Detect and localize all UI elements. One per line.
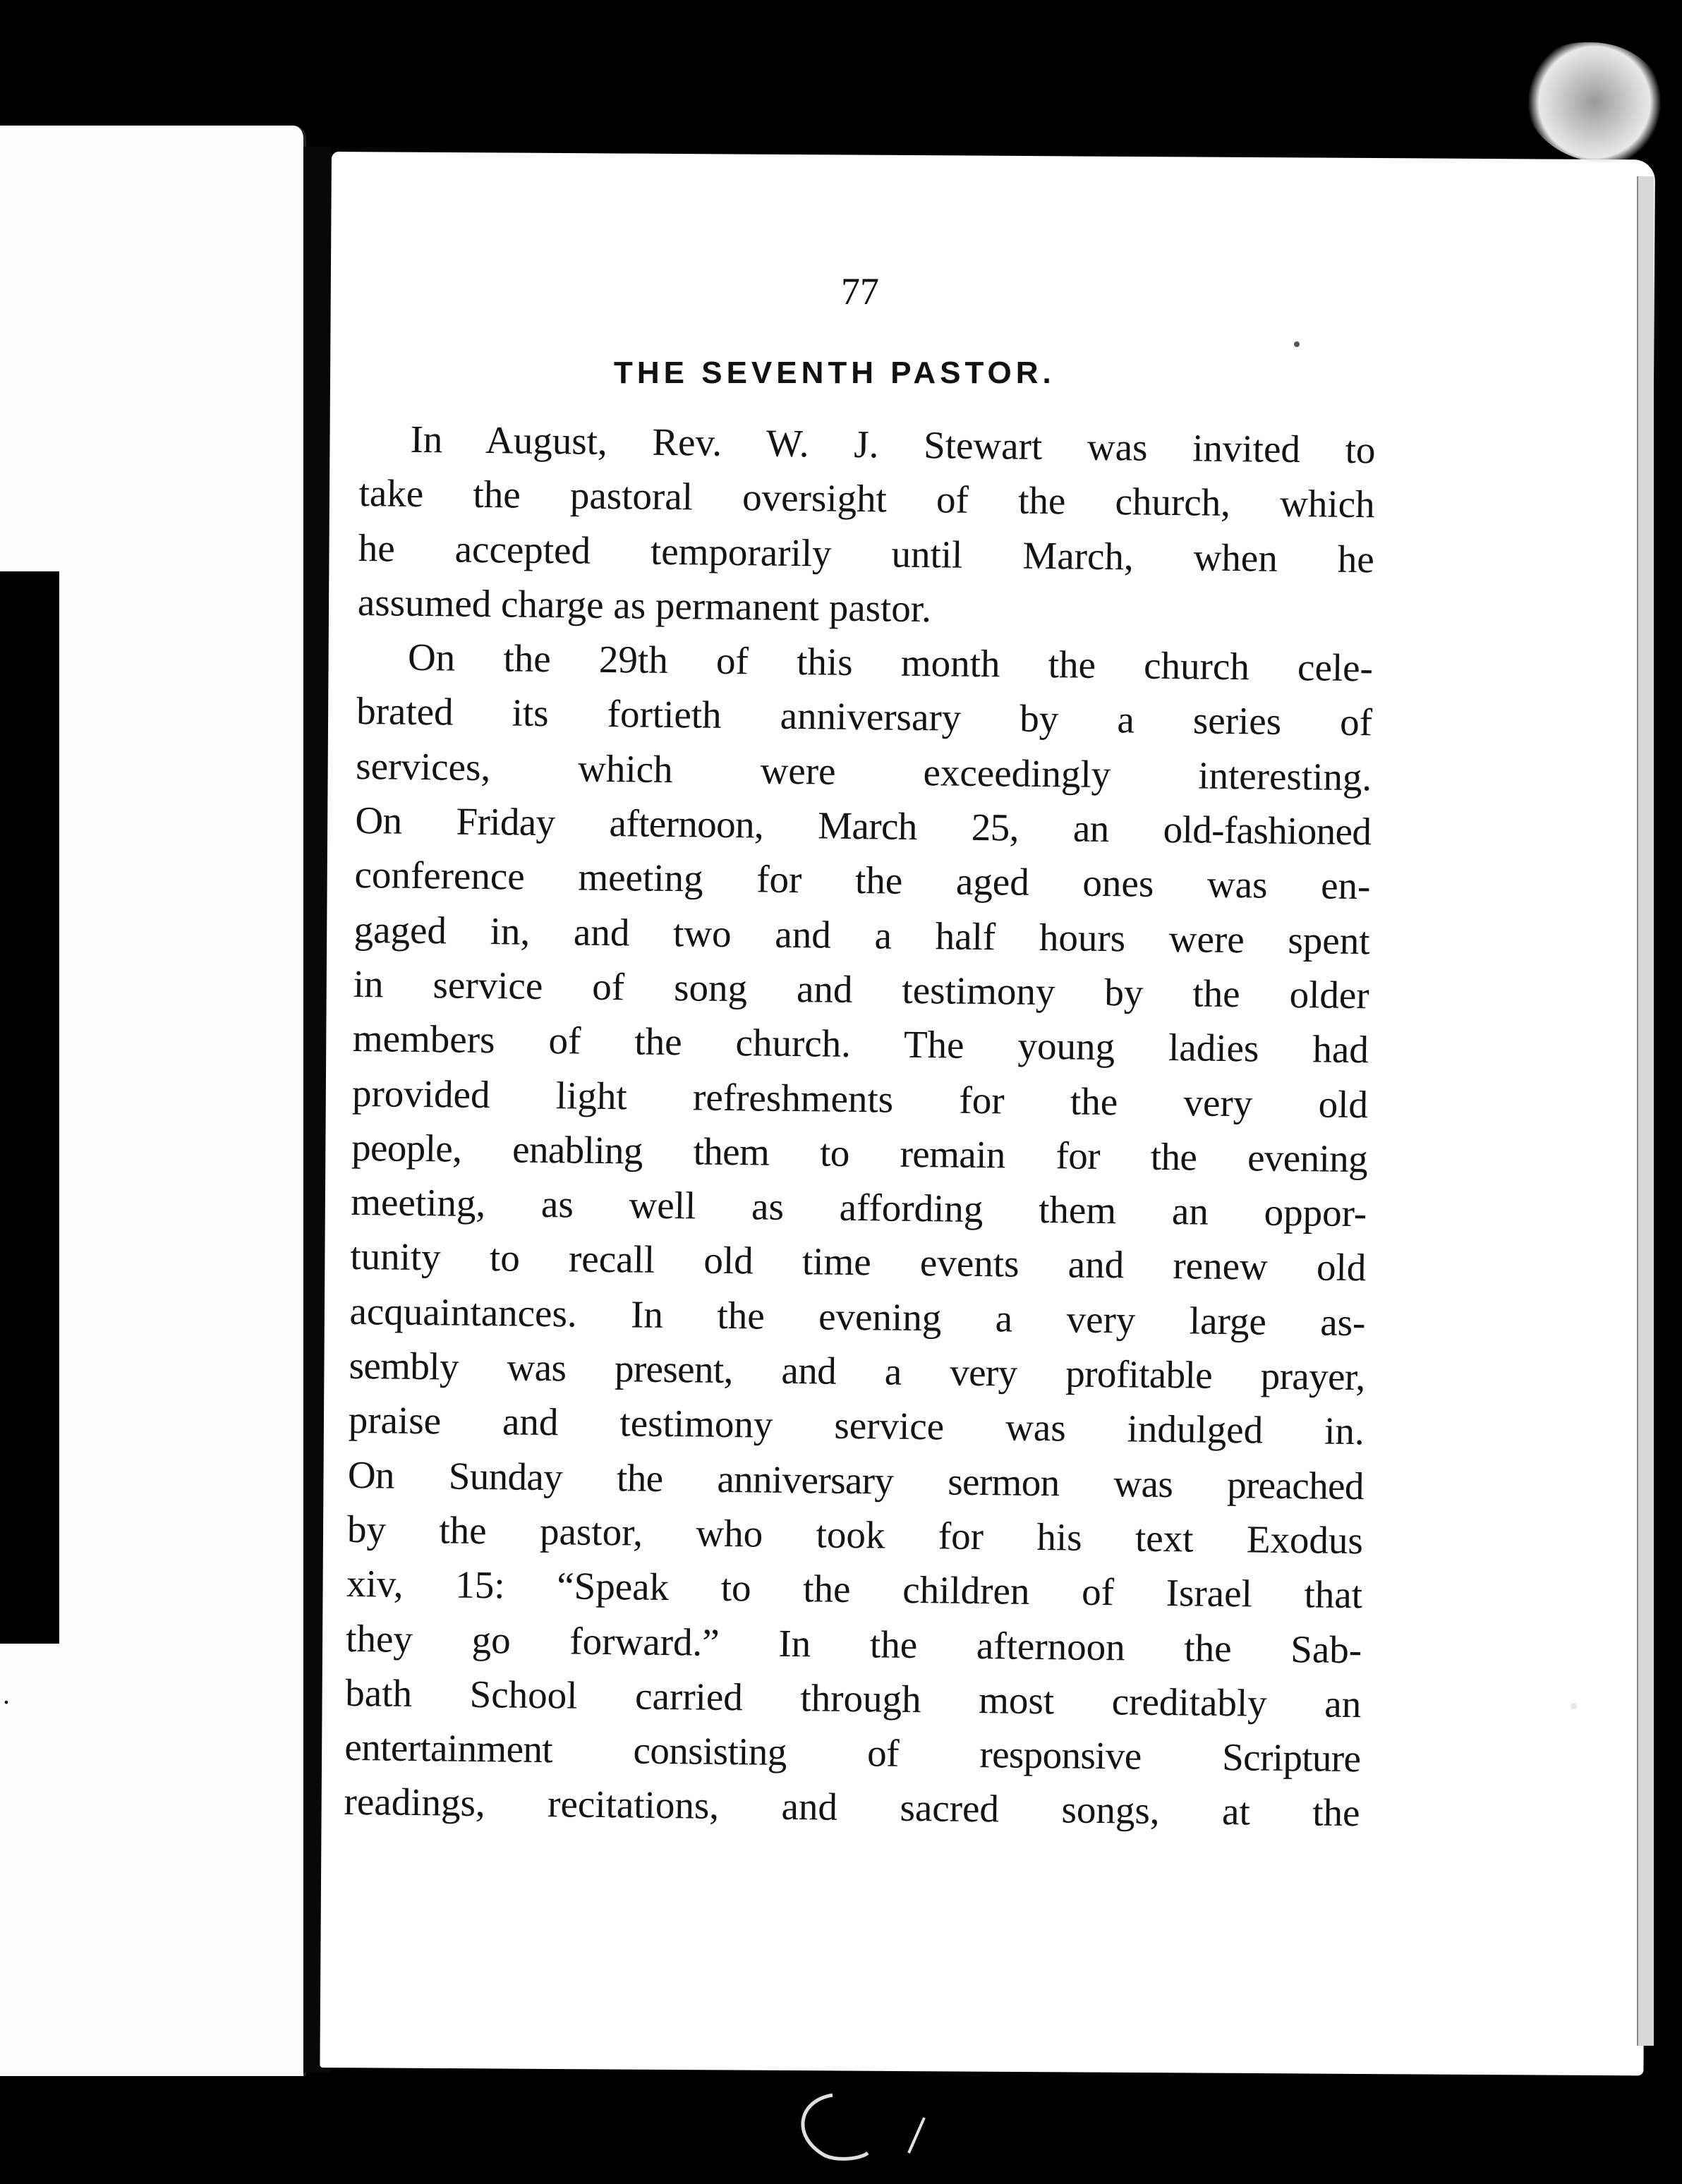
text-line: On the 29th of this month the church cele- (407, 635, 1374, 690)
text-line: On Friday afternoon, March 25, an old-fashioned (355, 799, 1372, 854)
left-page-mark: . (3, 1678, 10, 1710)
left-page (0, 126, 306, 2076)
text-line: In August, Rev. W. J. Stewart was invited to (410, 417, 1376, 472)
text-line: in service of song and testimony by the older (353, 961, 1370, 1017)
text-line: praise and testimony service was indulged in. (348, 1398, 1365, 1453)
text-line: he accepted temporarily until March, when he (358, 526, 1375, 581)
text-line: entertainment consisting of responsive Scripture (344, 1725, 1361, 1780)
left-page-plate (0, 571, 59, 1644)
text-line: acquaintances. In the evening a very large as- (349, 1289, 1366, 1345)
body-text (344, 411, 1376, 1840)
text-line: they go forward.” In the afternoon the Sab- (345, 1616, 1362, 1671)
text-line: bath School carried through most creditably an (345, 1670, 1362, 1726)
text-line: gaged in, and two and a half hours were spent (353, 907, 1370, 962)
text-line: conference meeting for the aged ones was en- (354, 853, 1371, 908)
speck (1294, 341, 1300, 347)
text-line: readings, recitations, and sacred songs, at the (344, 1780, 1360, 1835)
text-line: assumed charge as permanent pastor. (357, 580, 932, 631)
page-edge (1637, 176, 1654, 2046)
text-line: provided light refreshments for the very old (351, 1071, 1369, 1126)
text-line: tunity to recall old time events and renew old (350, 1234, 1367, 1290)
text-line: meeting, as well as affording them an oppor- (350, 1180, 1367, 1235)
text-line: On Sunday the anniversary sermon was preached (347, 1452, 1365, 1507)
stain-mark (1524, 42, 1665, 162)
chapter-heading: THE SEVENTH PASTOR. (614, 356, 1055, 390)
text-line: people, enabling them to remain for the evening (351, 1125, 1368, 1181)
speck (1571, 1703, 1577, 1709)
text-line: sembly was present, and a very profitable prayer, (349, 1343, 1365, 1399)
scan-smudge (783, 2088, 938, 2166)
page-number: 77 (841, 270, 879, 313)
text-line: take the pastoral oversight of the church, which (358, 471, 1375, 526)
text-line: xiv, 15: “Speak to the children of Israel that (346, 1562, 1363, 1617)
text-line: brated its fortieth anniversary by a series of (356, 689, 1373, 744)
text-line: members of the church. The young ladies had (352, 1017, 1369, 1072)
text-line: by the pastor, who took for his text Exodus (346, 1507, 1364, 1563)
text-line: services, which were exceedingly interesting. (355, 744, 1372, 799)
